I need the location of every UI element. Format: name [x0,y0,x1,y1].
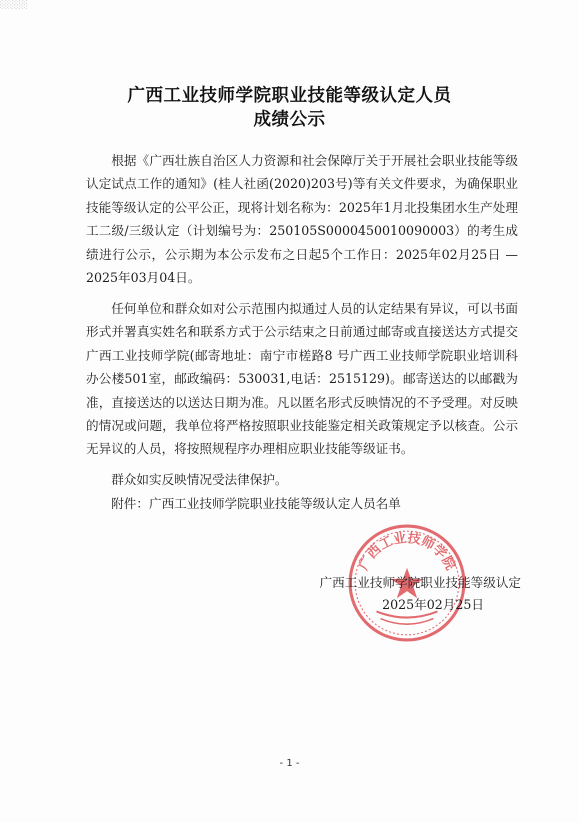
signature-organization: 广西工业技师学院职业技能等级认定 [319,575,521,590]
paragraph-1 [86,149,518,289]
signature-date: 2025年02月25日 [382,597,484,612]
paragraph-2 [86,297,518,461]
attachment-line [86,492,518,515]
paragraph-3 [86,468,518,491]
page-number: - 1 - [279,758,300,769]
scan-mark: ░░░░ [0,0,28,10]
seal-text: 广西工业技师学院 [356,530,458,573]
paragraph-2-text: 任何单位和群众如对公示范围内拟通过人员的认定结果有异议，可以书面形式并署真实姓名和联系方式于公示结束之日前通过邮寄或直接送达方式提交广西工业技师学院(邮寄地址：南宁市槎路8 号广西工业技师学院职业培训科办公楼501室，邮政编码：530031,电话：2515129)。邮寄送达的以邮戳为准，直接送达的以送达日期为准。凡以匿名形式反映情况的不予受理。对反映的情况或问题，我单位将严格按照职业技能鉴定相关政策规定予以核查。公示无异议的人员，将按照规程序办理相应职业技能等级证书。 [86,301,518,457]
paragraph-3-text: 群众如实反映情况受法律保护。 [111,472,288,487]
document-subtitle: 成绩公示 [253,110,326,130]
document-title: 广西工业技师学院职业技能等级认定人员 [127,86,452,106]
paragraph-1-text: 根据《广西壮族自治区人力资源和社会保障厅关于开展社会职业技能等级认定试点工作的通知》(桂人社函(2020)203号)等有关文件要求，为确保职业技能等级认定的公平公正，现将计划名称为：2025年1月北投集团水生产处理工二级/三级认定（计划编号为：250105S0000450010090003）的考生成绩进行公示，公示期为本公示发布之日起5个工作日：2025年02月25日 — 2025年03月04日。 [86,153,518,286]
attachment-text: 附件：广西工业技师学院职业技能等级认定人员名单 [111,496,401,511]
svg-text:广西工业技师学院 [355,529,460,574]
